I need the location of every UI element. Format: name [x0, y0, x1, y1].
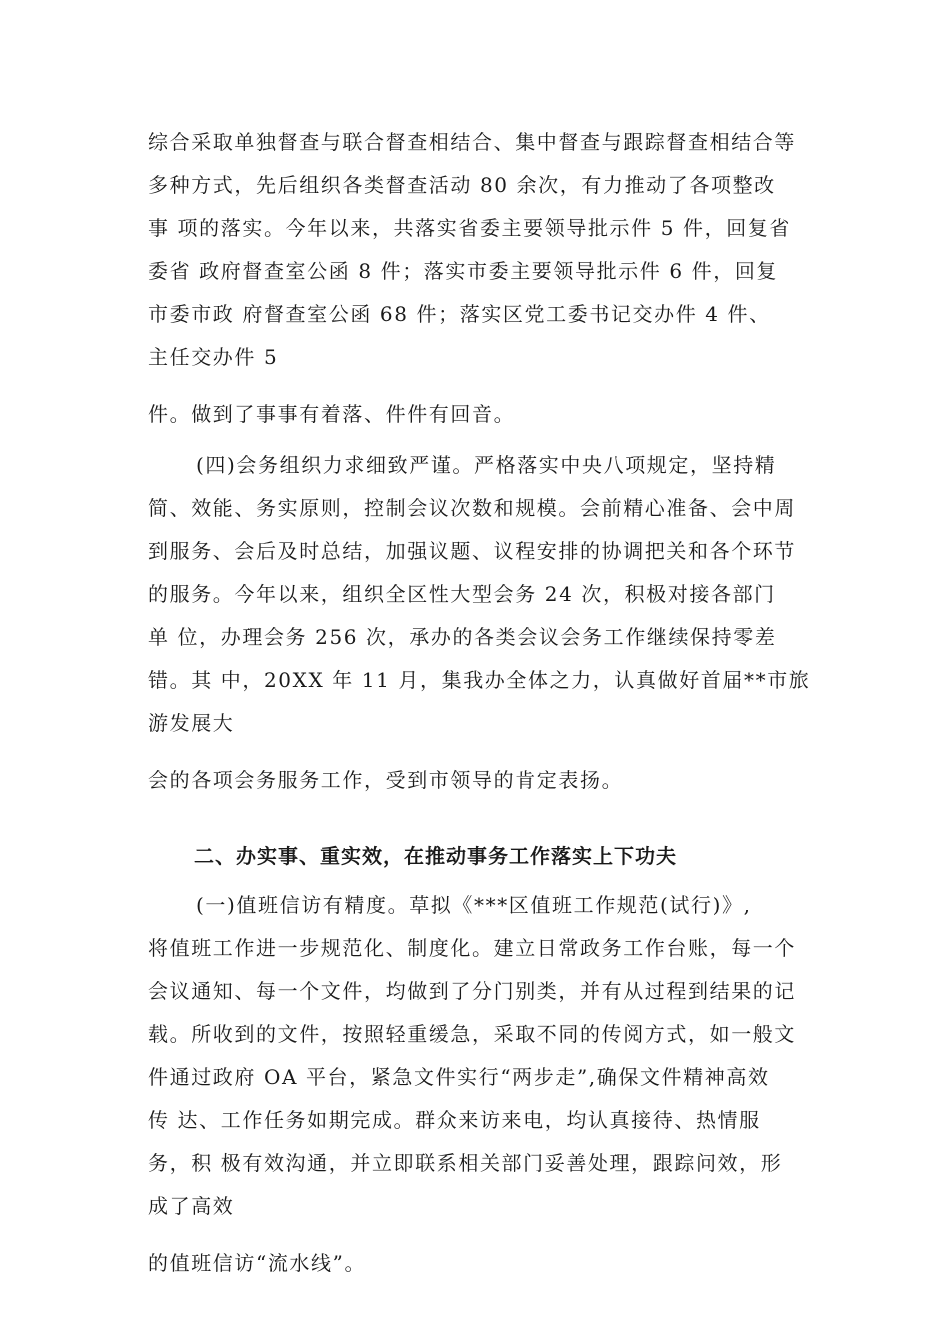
text-line: (四)会务组织力求细致严谨。严格落实中央八项规定，坚持精 [196, 453, 777, 477]
text-line: 错。其 中，20XX 年 11 月，集我办全体之力，认真做好首届**市旅 [148, 668, 811, 692]
text-line: 委省 政府督查室公函 8 件；落实市委主要领导批示件 6 件，回复 [148, 259, 779, 283]
text-line: 主任交办件 5 [148, 345, 279, 369]
text-line: 游发展大 [148, 711, 235, 735]
text-line: 综合采取单独督查与联合督查相结合、集中督查与跟踪督查相结合等 [148, 130, 796, 154]
text-line: 多种方式，先后组织各类督查活动 80 余次，有力推动了各项整改 [148, 173, 776, 197]
text-line: 简、效能、务实原则，控制会议次数和规模。会前精心准备、会中周 [148, 496, 796, 520]
text-line: 务，积 极有效沟通，并立即联系相关部门妥善处理，跟踪问效，形 [148, 1151, 783, 1175]
text-line: (一)值班信访有精度。草拟《***区值班工作规范(试行)》, [196, 893, 752, 917]
text-line: 将值班工作进一步规范化、制度化。建立日常政务工作台账，每一个 [148, 936, 796, 960]
text-line: 会议通知、每一个文件，均做到了分门别类，并有从过程到结果的记 [148, 979, 796, 1003]
text-line: 会的各项会务服务工作，受到市领导的肯定表扬。 [148, 768, 624, 792]
text-line: 的值班信访“流水线”。 [148, 1251, 367, 1275]
text-line: 载。所收到的文件，按照轻重缓急，采取不同的传阅方式，如一般文 [148, 1022, 796, 1046]
text-line: 事 项的落实。今年以来，共落实省委主要领导批示件 5 件，回复省 [148, 216, 791, 240]
text-line: 件通过政府 OA 平台，紧急文件实行“两步走”,确保文件精神高效 [148, 1065, 770, 1089]
text-line: 到服务、会后及时总结，加强议题、议程安排的协调把关和各个环节 [148, 539, 796, 563]
text-line: 市委市政 府督查室公函 68 件；落实区党工委书记交办件 4 件、 [148, 302, 771, 326]
text-line: 件。做到了事事有着落、件件有回音。 [148, 402, 516, 426]
text-line: 传 达、工作任务如期完成。群众来访来电，均认真接待、热情服 [148, 1108, 761, 1132]
text-line: 的服务。今年以来，组织全区性大型会务 24 次，积极对接各部门 [148, 582, 776, 606]
section-heading: 二、办实事、重实效，在推动事务工作落实上下功夫 [194, 844, 677, 868]
text-line: 单 位，办理会务 256 次，承办的各类会议会务工作继续保持零差 [148, 625, 777, 649]
text-line: 成了高效 [148, 1194, 235, 1218]
